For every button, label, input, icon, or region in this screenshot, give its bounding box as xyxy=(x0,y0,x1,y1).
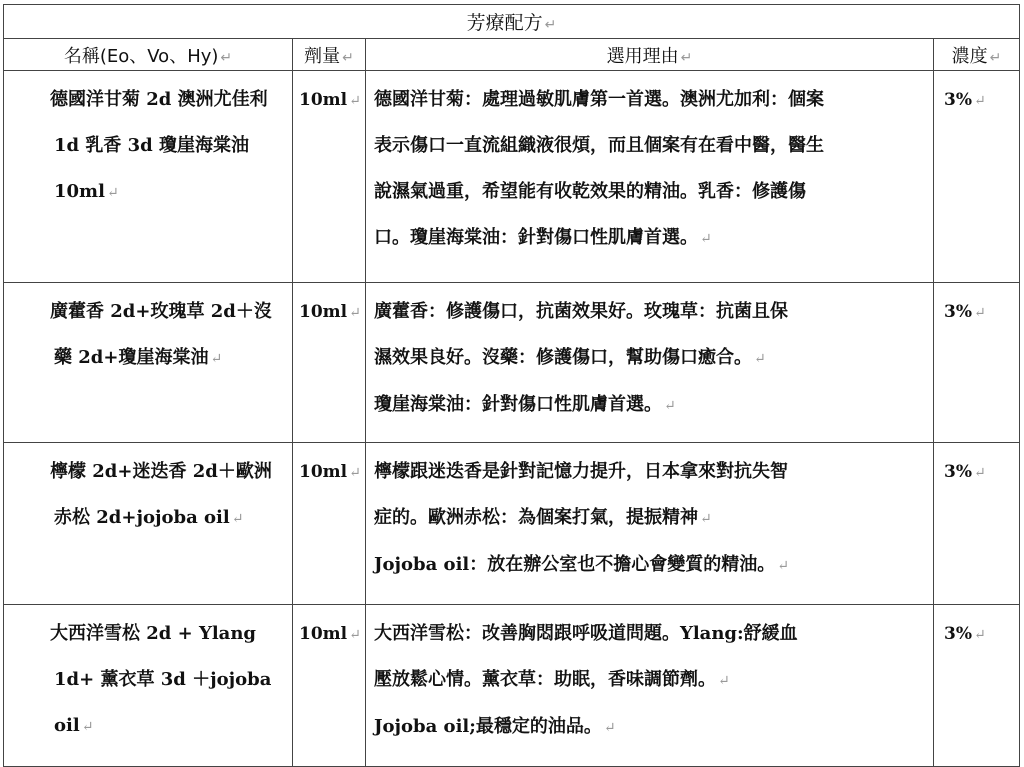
recipe-text: 檸檬 2d+迷迭香 2d＋歐洲赤松 2d+jojoba oil xyxy=(50,461,272,528)
table-row xyxy=(4,283,1020,443)
header-concentration: 濃度 ↵ xyxy=(934,39,1020,71)
concentration-cell: 3% ↵ xyxy=(934,283,1020,443)
dose-cell: 10ml ↵ xyxy=(293,283,366,443)
dose-cell: 10ml ↵ xyxy=(293,605,366,767)
table-title: 芳療配方 ↵ xyxy=(4,5,1020,39)
recipe-text: 大西洋雪松 2d + Ylang 1d+ 薰衣草 3d ＋jojoba oil xyxy=(50,623,272,736)
recipe-cell: 檸檬 2d+迷迭香 2d＋歐洲赤松 2d+jojoba oil ↵ xyxy=(4,443,293,605)
recipe-cell: 廣藿香 2d+玫瑰草 2d＋沒藥 2d+瓊崖海棠油 ↵ xyxy=(4,283,293,443)
recipe-text: 廣藿香 2d+玫瑰草 2d＋沒藥 2d+瓊崖海棠油 xyxy=(50,301,272,368)
table-row xyxy=(4,71,1020,283)
table-row xyxy=(4,443,1020,605)
reason-cell: 檸檬跟迷迭香是針對記憶力提升，日本拿來對抗失智 症的。歐洲赤松：為個案打氣，提振精神 ↵ Jojoba oil：放在辦公室也不擔心會變質的精油。 ↵ xyxy=(366,443,934,605)
concentration-cell: 3% ↵ xyxy=(934,71,1020,283)
table-title-text: 芳療配方 xyxy=(466,12,543,34)
header-reason: 選用理由 ↵ xyxy=(366,39,934,71)
concentration-cell: 3% ↵ xyxy=(934,443,1020,605)
recipe-cell: 德國洋甘菊 2d 澳洲尤佳利 1d 乳香 3d 瓊崖海棠油 10ml ↵ xyxy=(4,71,293,283)
reason-cell: 德國洋甘菊：處理過敏肌膚第一首選。澳洲尤加利：個案 表示傷口一直流組織液很煩，而且個案有在看中醫，醫生 說濕氣過重，希望能有收乾效果的精油。乳香：修護傷 口。瓊崖海棠油：針對傷口性肌膚首選。 ↵ xyxy=(366,71,934,283)
reason-cell: 大西洋雪松：改善胸悶跟呼吸道問題。Ylang:舒緩血 壓放鬆心情。薰衣草：助眠，香味調節劑。 ↵ Jojoba oil;最穩定的油品。 ↵ xyxy=(366,605,934,767)
dose-cell: 10ml ↵ xyxy=(293,443,366,605)
table-row xyxy=(4,605,1020,767)
recipe-text: 德國洋甘菊 2d 澳洲尤佳利 1d 乳香 3d 瓊崖海棠油 10ml xyxy=(50,89,268,202)
recipe-cell: 大西洋雪松 2d + Ylang 1d+ 薰衣草 3d ＋jojoba oil ↵ xyxy=(4,605,293,767)
header-dose: 劑量 ↵ xyxy=(293,39,366,71)
concentration-cell: 3% ↵ xyxy=(934,605,1020,767)
dose-cell: 10ml ↵ xyxy=(293,71,366,283)
reason-cell: 廣藿香：修護傷口，抗菌效果好。玫瑰草：抗菌且保 濕效果良好。沒藥：修護傷口，幫助傷口癒合。 ↵ 瓊崖海棠油：針對傷口性肌膚首選。 ↵ xyxy=(366,283,934,443)
header-name: 名稱(Eo、Vo、Hy) ↵ xyxy=(4,39,293,71)
aromatherapy-recipe-table xyxy=(3,4,1020,767)
